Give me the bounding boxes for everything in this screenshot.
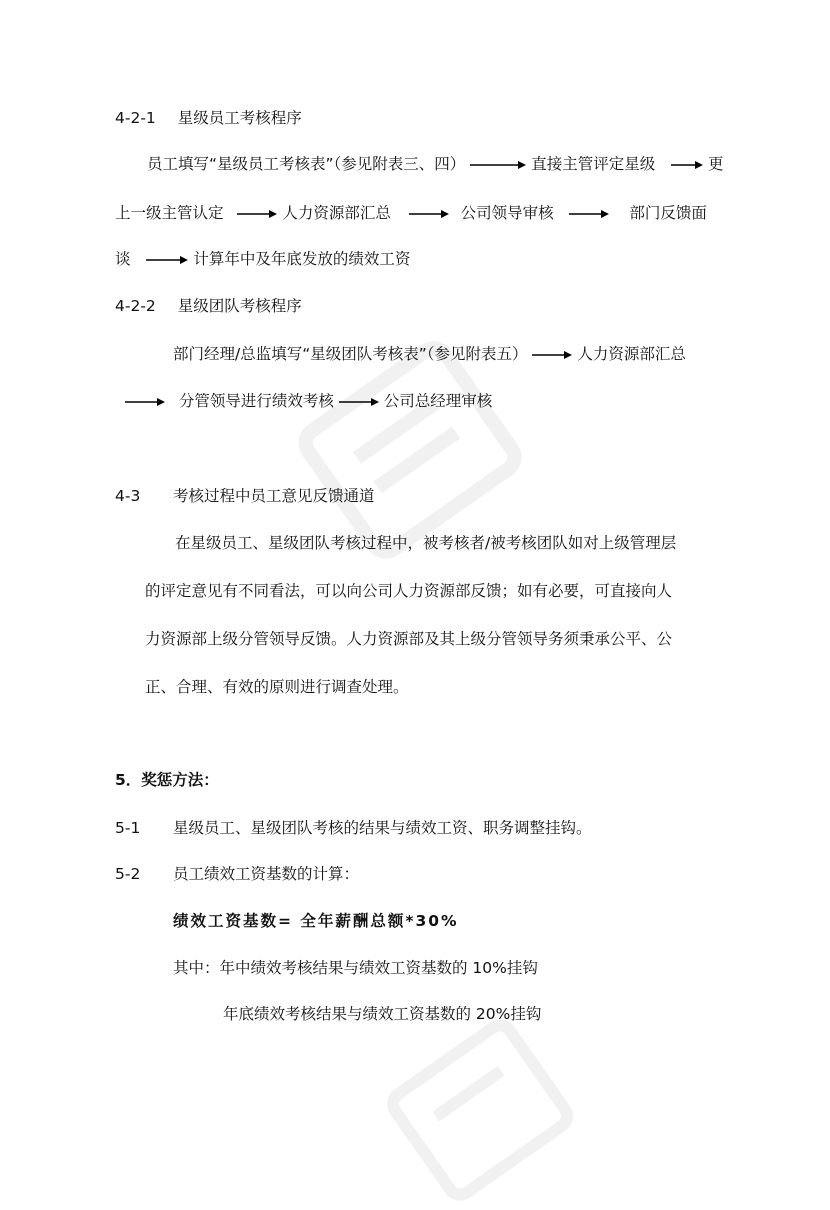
section-4-3-heading xyxy=(115,486,375,506)
flow1-line1 xyxy=(147,154,724,174)
item-number: 5-2 xyxy=(115,865,141,883)
flow-step: 直接主管评定星级 xyxy=(531,155,656,173)
flow1-line2 xyxy=(115,203,707,223)
arrow-right-icon xyxy=(339,397,379,407)
section-number: 4-3 xyxy=(115,487,141,505)
flow-step: 公司总经理审核 xyxy=(383,392,493,410)
item-text: 星级员工、星级团队考核的结果与绩效工资、职务调整挂钩。 xyxy=(173,819,592,837)
section-title: 考核过程中员工意见反馈通道 xyxy=(173,487,375,505)
para-4-3-line3: 力资源部上级分管领导反馈。人力资源部及其上级分管领导务须秉承公平、公 xyxy=(145,630,673,648)
para-4-3-line4: 正、合理、有效的原则进行调查处理。 xyxy=(145,678,409,696)
section-4-2-1-heading xyxy=(115,108,302,128)
flow-step: 人力资源部汇总 xyxy=(577,345,686,363)
flow-step: 更 xyxy=(708,155,724,173)
arrow-right-icon xyxy=(569,209,609,219)
item-text: 员工绩效工资基数的计算： xyxy=(173,865,360,883)
note-mid-year: 其中：年中绩效考核结果与绩效工资基数的 10%挂钩 xyxy=(173,959,538,977)
flow-step: 员工填写“星级员工考核表”（参见附表三、四） xyxy=(147,155,466,173)
arrow-right-icon xyxy=(125,397,165,407)
item-5-2 xyxy=(115,864,359,884)
arrow-right-icon xyxy=(237,209,277,219)
para-4-3-line1: 在星级员工、星级团队考核过程中，被考核者/被考核团队如对上级管理层 xyxy=(175,534,677,552)
note-year-end: 年底绩效考核结果与绩效工资基数的 20%挂钩 xyxy=(223,1005,542,1023)
section-number: 4-2-2 xyxy=(115,297,156,315)
section-number: 4-2-1 xyxy=(115,109,156,127)
flow-step: 部门经理/总监填写“星级团队考核表”（参见附表五） xyxy=(173,345,528,363)
flow2-line1 xyxy=(173,344,686,364)
flow-step: 谈 xyxy=(115,250,131,268)
arrow-right-icon xyxy=(532,350,572,360)
flow-step: 公司领导审核 xyxy=(460,204,554,222)
flow-step: 计算年中及年底发放的绩效工资 xyxy=(193,250,411,268)
watermark-logo-bottom xyxy=(380,1010,580,1210)
flow-step: 上一级主管认定 xyxy=(115,204,224,222)
arrow-right-icon xyxy=(671,160,703,170)
para-4-3-line2: 的评定意见有不同看法，可以向公司人力资源部反馈；如有必要，可直接向人 xyxy=(145,582,673,600)
item-number: 5-1 xyxy=(115,819,141,837)
section-4-2-2-heading xyxy=(115,296,302,316)
flow1-line3 xyxy=(115,249,410,269)
formula: 绩效工资基数= 全年薪酬总额*30% xyxy=(173,912,459,930)
item-5-1 xyxy=(115,818,592,838)
section-title: 星级员工考核程序 xyxy=(177,109,302,127)
flow-step: 部门反馈面 xyxy=(629,204,707,222)
flow-step: 分管领导进行绩效考核 xyxy=(178,392,334,410)
arrow-right-icon xyxy=(409,209,449,219)
arrow-right-icon xyxy=(470,160,526,170)
flow-step: 人力资源部汇总 xyxy=(282,204,391,222)
section-5-heading: 5．奖惩方法： xyxy=(115,771,219,789)
section-title: 星级团队考核程序 xyxy=(177,297,302,315)
flow2-line2 xyxy=(125,391,492,411)
arrow-right-icon xyxy=(146,255,188,265)
